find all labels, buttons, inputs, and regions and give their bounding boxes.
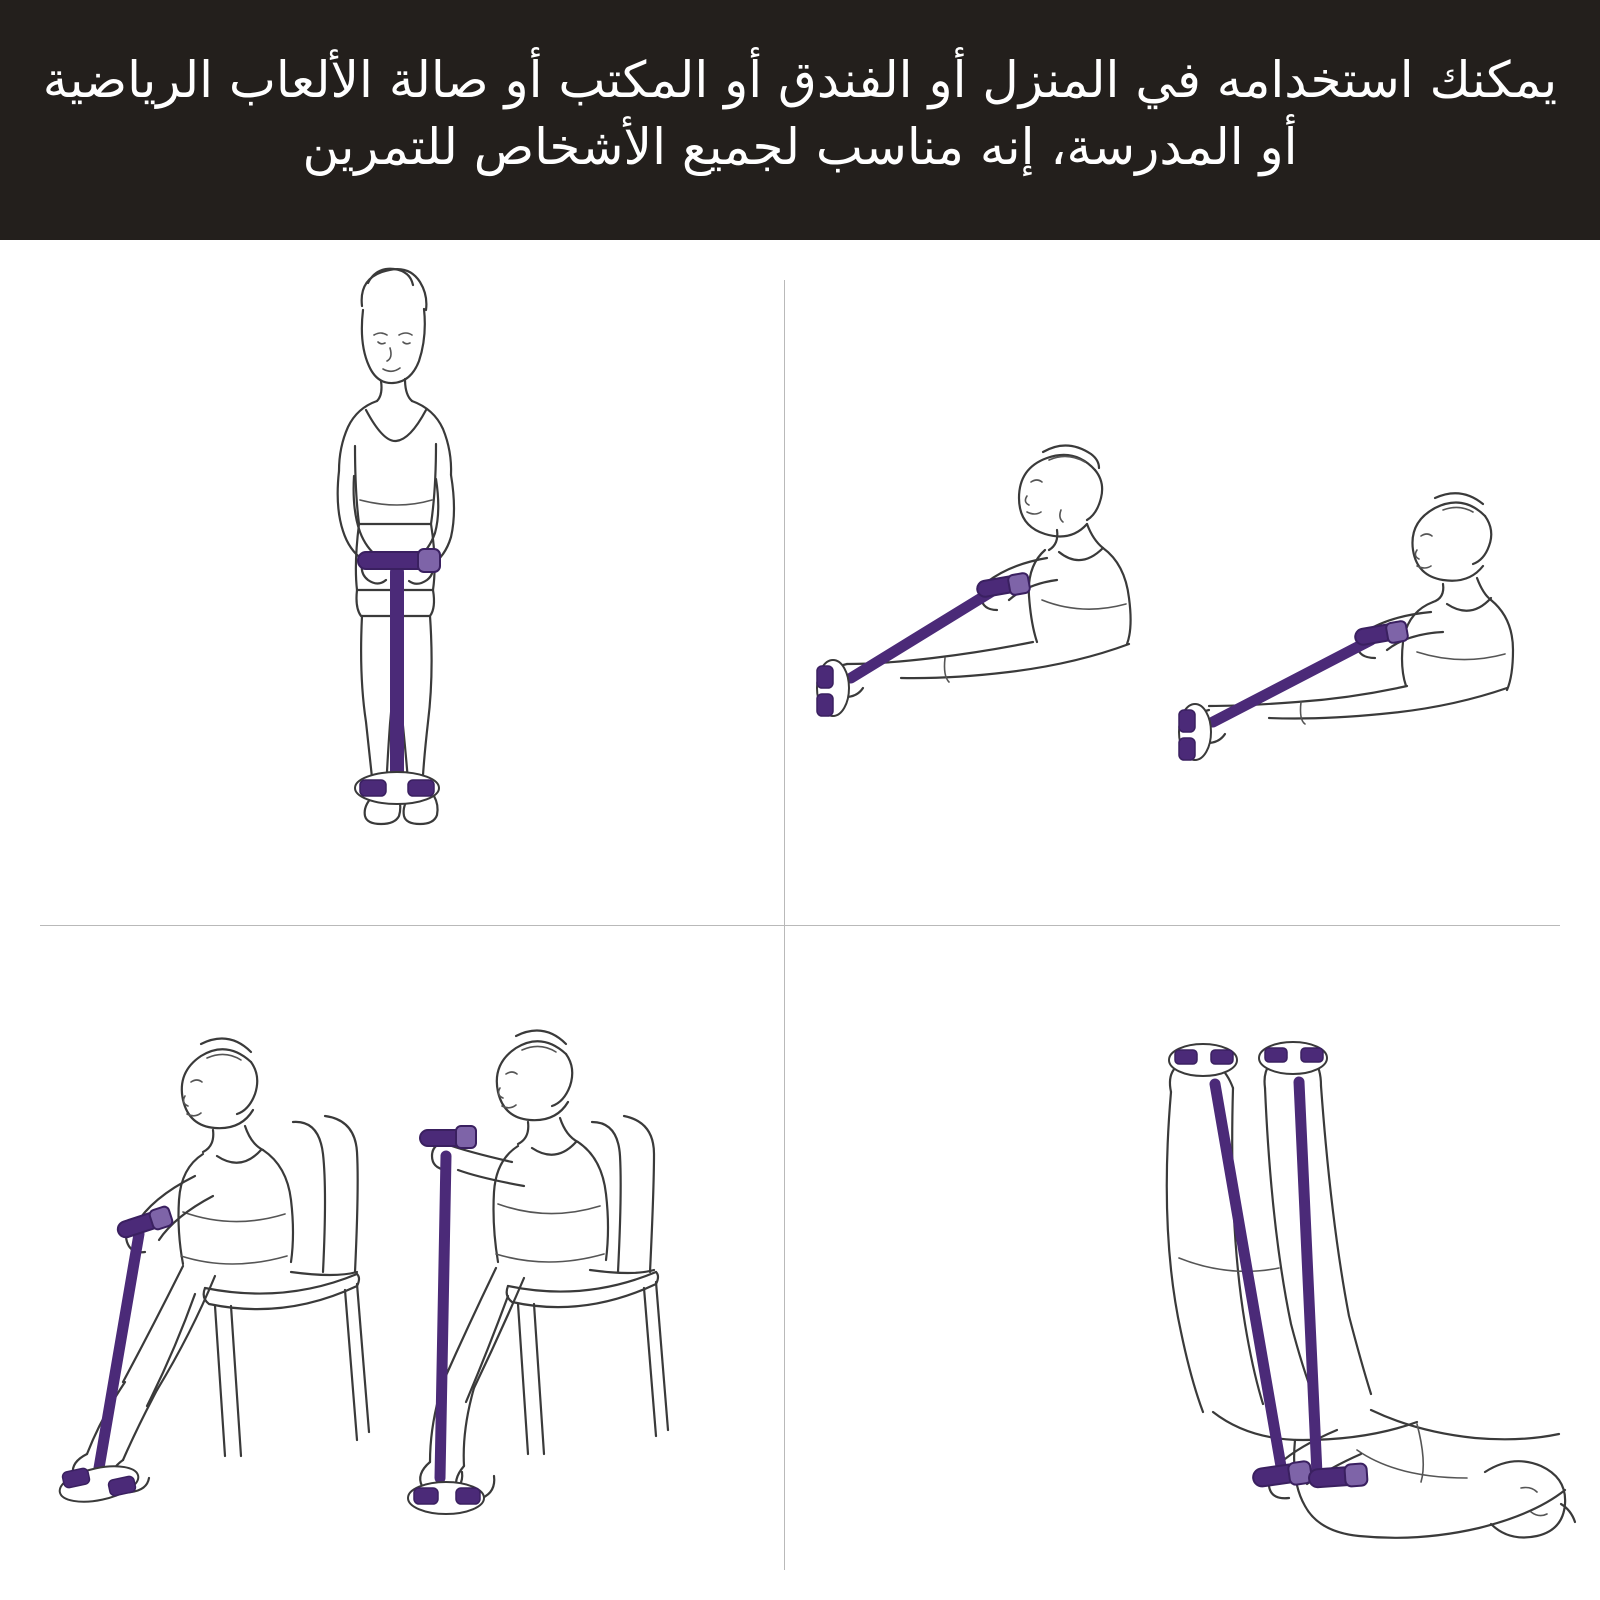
- figure-chair-seated-row: [55, 1026, 455, 1586]
- figure-lying-leg-raise: [965, 1026, 1585, 1596]
- header-banner: [0, 0, 1600, 240]
- figure-floor-row-reclined: [1125, 480, 1565, 730]
- illustration-grid: [0, 240, 1600, 1600]
- panel-chair-exercises: [0, 926, 784, 1600]
- panel-standing-biceps-curl: [0, 240, 784, 925]
- panel-seated-floor-row: [785, 240, 1600, 925]
- figure-chair-chest-press: [400, 1006, 750, 1586]
- banner-text: يمكنك استخدامه في المنزل أو الفندق أو المكتب أو صالة الألعاب الرياضية أو المدرسة، إنه مناسب لجميع الأشخاص للتمرين: [42, 50, 1558, 176]
- figure-standing-woman: [250, 250, 550, 840]
- panel-lying-leg-raise: [785, 926, 1600, 1600]
